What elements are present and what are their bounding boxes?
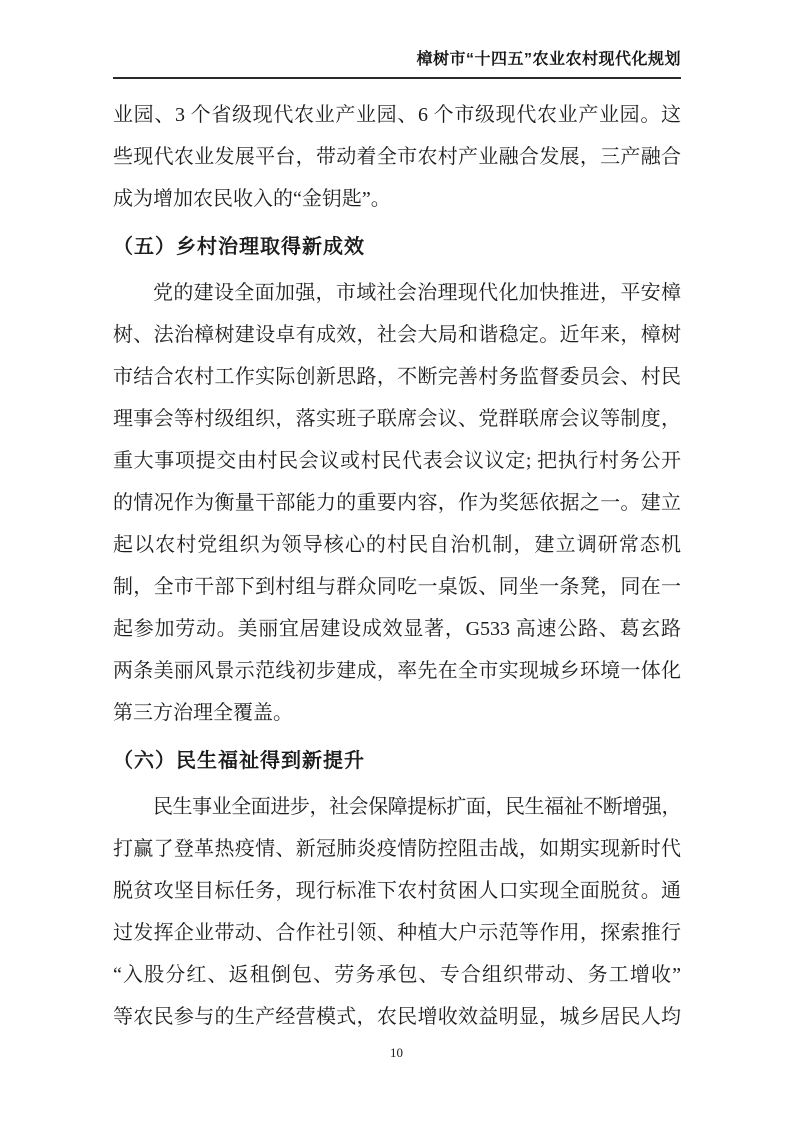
text-line: 制，全市干部下到村组与群众同吃一桌饭、同坐一条凳，同在一 (113, 576, 681, 598)
page-body (113, 94, 681, 1038)
text-line: 的情况作为衡量干部能力的重要内容，作为奖惩依据之一。建立 (113, 492, 681, 514)
header-title: 樟树市“十四五”农业农村现代化规划 (416, 51, 681, 68)
text-line: 等农民参与的生产经营模式，农民增收效益明显，城乡居民人均 (113, 1006, 681, 1028)
text-line: 第三方治理全覆盖。 (113, 702, 293, 724)
text-line: 起参加劳动。美丽宜居建设成效显著，G533 高速公路、葛玄路 (113, 618, 681, 640)
text-line: 成为增加农民收入的“金钥匙”。 (113, 188, 391, 210)
text-line: 业园、3 个省级现代农业产业园、6 个市级现代农业产业园。这 (113, 104, 681, 126)
text-line: “入股分红、返租倒包、劳务承包、专合组织带动、务工增收” (113, 964, 681, 986)
text-line: 过发挥企业带动、合作社引领、种植大户示范等作用，探索推行 (113, 922, 681, 944)
text-line: 民生事业全面进步，社会保障提标扩面，民生福祉不断增强， (153, 796, 681, 818)
text-line: 党的建设全面加强，市域社会治理现代化加快推进，平安樟 (153, 282, 681, 304)
section-heading-5: （五）乡村治理取得新成效 (113, 236, 365, 258)
page-footer (0, 1044, 793, 1062)
text-line: 重大事项提交由村民会议或村民代表会议议定; 把执行村务公开 (113, 450, 681, 472)
text-line: 市结合农村工作实际创新思路，不断完善村务监督委员会、村民 (113, 366, 681, 388)
section-heading-6: （六）民生福祉得到新提升 (113, 750, 365, 772)
header-rule (113, 77, 681, 79)
page-number: 10 (390, 1045, 403, 1060)
text-line: 起以农村党组织为领导核心的村民自治机制，建立调研常态机 (113, 534, 681, 556)
page-header (113, 48, 681, 79)
text-line: 理事会等村级组织，落实班子联席会议、党群联席会议等制度， (113, 408, 681, 430)
text-line: 树、法治樟树建设卓有成效，社会大局和谐稳定。近年来，樟树 (113, 324, 681, 346)
text-line: 打赢了登革热疫情、新冠肺炎疫情防控阻击战，如期实现新时代 (113, 838, 681, 860)
text-line: 些现代农业发展平台，带动着全市农村产业融合发展，三产融合 (113, 146, 681, 168)
text-line: 两条美丽风景示范线初步建成，率先在全市实现城乡环境一体化 (113, 660, 681, 682)
text-line: 脱贫攻坚目标任务，现行标准下农村贫困人口实现全面脱贫。通 (113, 880, 681, 902)
